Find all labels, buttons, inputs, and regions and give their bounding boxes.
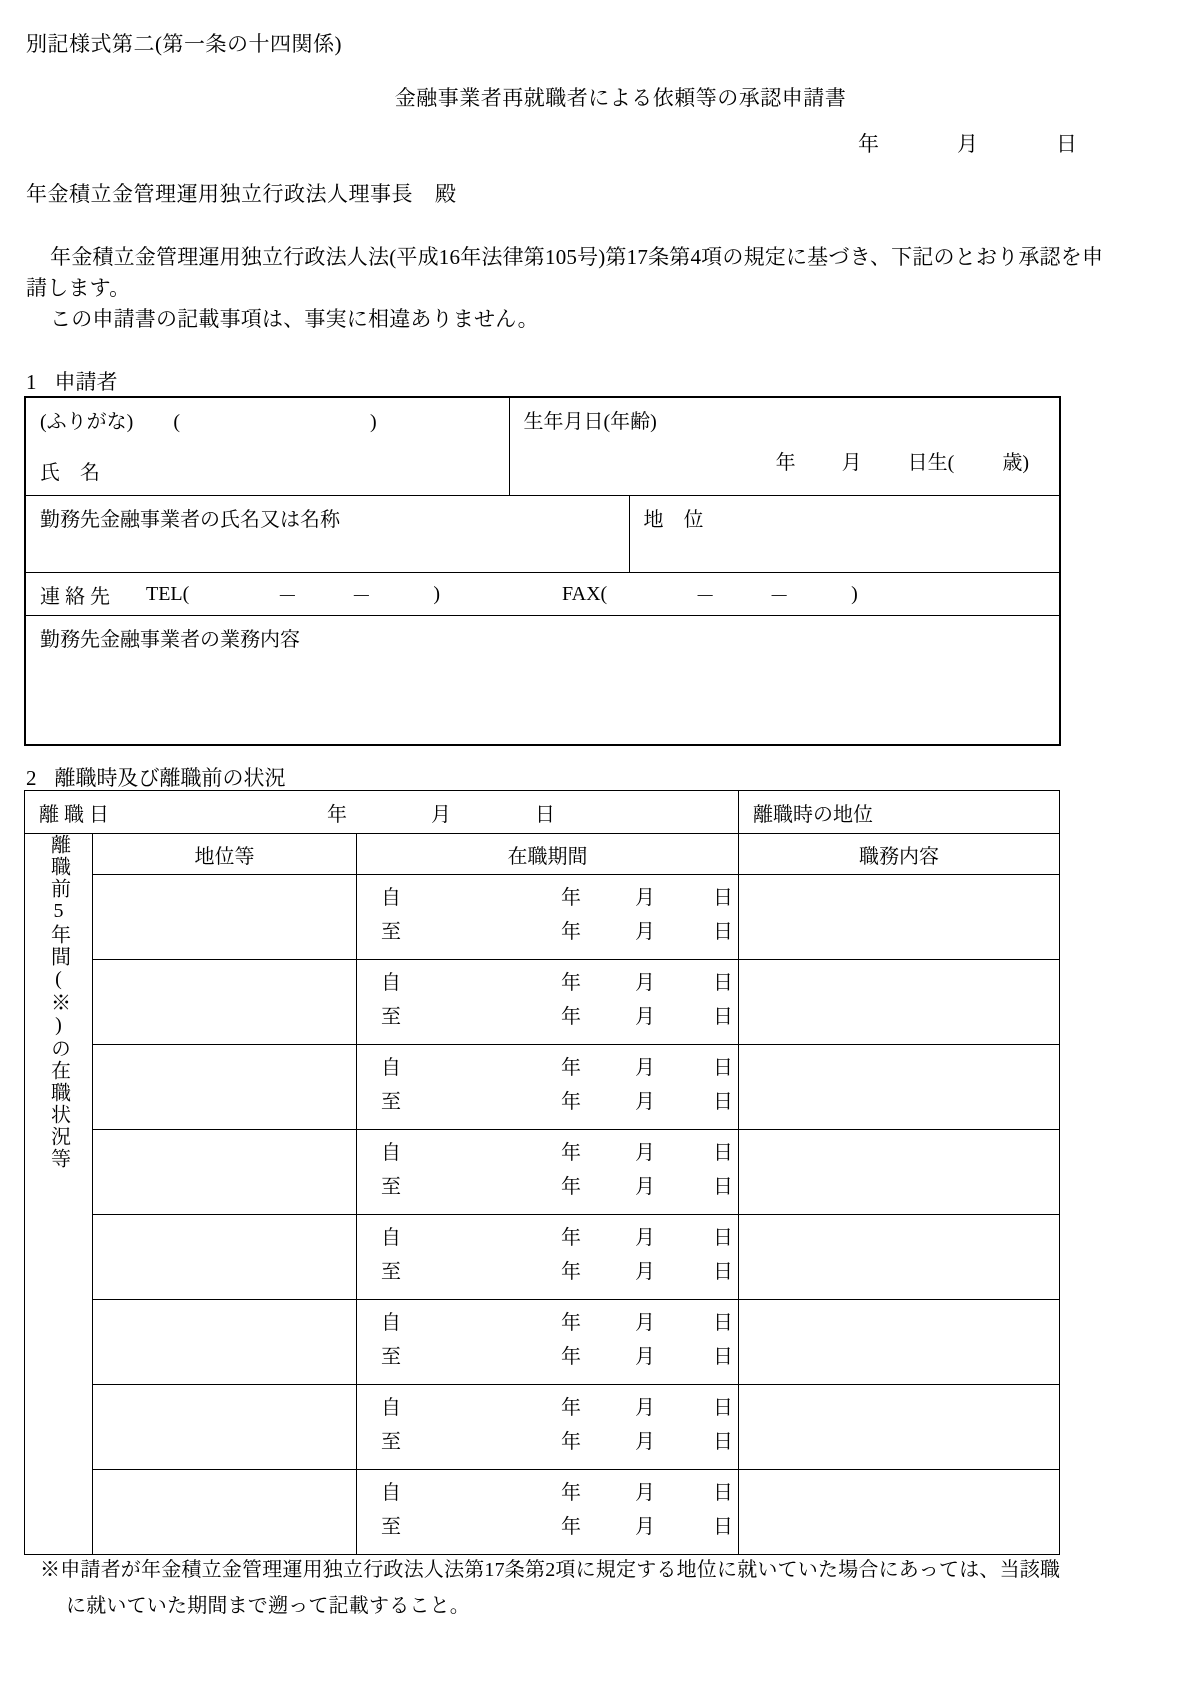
table-row bbox=[25, 573, 1060, 616]
name-label: 氏 名 bbox=[40, 462, 100, 484]
employer-name-cell[interactable] bbox=[25, 496, 629, 573]
section-1-number: 1 bbox=[26, 370, 37, 394]
row-duties-cell[interactable] bbox=[739, 1215, 1060, 1300]
to-month-label: 月 bbox=[635, 1091, 655, 1113]
footnote-line-1: ※申請者が年金積立金管理運用独立行政法人法第17条第2項に規定する地位に就いていた場合にあっては、当該職 bbox=[40, 1559, 1061, 1581]
to-month-label: 月 bbox=[635, 1516, 655, 1538]
from-month-label: 月 bbox=[635, 1482, 655, 1504]
leave-position-label: 離職時の地位 bbox=[753, 804, 873, 826]
vertical-label-text: 離職前5年間(※)の在職状況等 bbox=[47, 834, 70, 1170]
to-day-label: 日 bbox=[713, 1176, 733, 1198]
row-period-cell[interactable] bbox=[357, 1045, 739, 1130]
from-day-label: 日 bbox=[713, 1142, 733, 1164]
row-position-value bbox=[93, 960, 356, 973]
section-2-number: 2 bbox=[26, 766, 37, 790]
dob-age-label: 歳 bbox=[1002, 452, 1023, 474]
leave-date-cell[interactable] bbox=[25, 791, 739, 834]
employer-name-label: 勤務先金融事業者の氏名又は名称 bbox=[40, 509, 340, 531]
from-month-label: 月 bbox=[635, 1397, 655, 1419]
row-duties-value bbox=[739, 1045, 1059, 1058]
from-day-label: 日 bbox=[713, 1057, 733, 1079]
business-content-label: 勤務先金融事業者の業務内容 bbox=[40, 629, 300, 651]
leave-position-label-wrap bbox=[739, 791, 1059, 833]
table-header-row bbox=[25, 834, 1060, 875]
fax-close-paren: ) bbox=[851, 583, 858, 605]
contact-cell[interactable] bbox=[25, 573, 1060, 616]
from-year-label: 年 bbox=[561, 1057, 581, 1079]
addressee-name: 年金積立金管理運用独立行政法人理事長 bbox=[26, 182, 413, 206]
row-duties-cell[interactable] bbox=[739, 960, 1060, 1045]
from-day-label: 日 bbox=[713, 1312, 733, 1334]
row-period-cell[interactable] bbox=[357, 1300, 739, 1385]
form-number: 別記様式第二(第一条の十四関係) bbox=[26, 32, 342, 56]
leave-position-cell[interactable] bbox=[739, 791, 1060, 834]
from-day-label: 日 bbox=[713, 972, 733, 994]
from-day-label: 日 bbox=[713, 1397, 733, 1419]
from-month-label: 月 bbox=[635, 1312, 655, 1334]
column-header-position: 地位等 bbox=[93, 834, 357, 875]
to-label: 至 bbox=[381, 1516, 401, 1538]
furigana-line bbox=[26, 398, 509, 440]
contact-label: 連 絡 先 bbox=[40, 586, 110, 608]
dob-value-line bbox=[510, 440, 1060, 481]
from-year-label: 年 bbox=[561, 1227, 581, 1249]
row-position-value bbox=[93, 1385, 356, 1398]
table-row bbox=[25, 496, 1060, 573]
from-month-label: 月 bbox=[635, 1227, 655, 1249]
row-duties-value bbox=[739, 1130, 1059, 1143]
body-text bbox=[26, 242, 1146, 335]
to-month-label: 月 bbox=[635, 1431, 655, 1453]
to-label: 至 bbox=[381, 1431, 401, 1453]
to-year-label: 年 bbox=[561, 1431, 581, 1453]
from-month-label: 月 bbox=[635, 1057, 655, 1079]
table-row bbox=[25, 616, 1060, 746]
to-label: 至 bbox=[381, 1346, 401, 1368]
to-label: 至 bbox=[381, 1091, 401, 1113]
fax-label: FAX( bbox=[561, 583, 608, 605]
applicant-name-cell[interactable] bbox=[25, 397, 509, 496]
to-day-label: 日 bbox=[713, 1006, 733, 1028]
leave-year-label: 年 bbox=[327, 804, 347, 826]
row-period-cell[interactable] bbox=[357, 1470, 739, 1555]
period-to-line bbox=[357, 917, 738, 959]
to-day-label: 日 bbox=[713, 1346, 733, 1368]
body-paragraph-1-line-2: 請します。 bbox=[26, 276, 131, 300]
position-cell[interactable] bbox=[629, 496, 1060, 573]
table-row bbox=[25, 960, 1060, 1045]
row-duties-cell[interactable] bbox=[739, 1300, 1060, 1385]
period-from-line bbox=[357, 1385, 738, 1427]
from-label: 自 bbox=[381, 1397, 401, 1419]
period-from-line bbox=[357, 1300, 738, 1342]
date-day-label: 日 bbox=[1056, 132, 1077, 156]
period-to-line bbox=[357, 1172, 738, 1214]
dob-label: 生年月日(年齢) bbox=[523, 411, 657, 433]
position-label: 地 位 bbox=[643, 509, 704, 531]
dob-year-label: 年 bbox=[775, 452, 796, 474]
leave-date-label: 離 職 日 bbox=[39, 804, 109, 826]
to-year-label: 年 bbox=[561, 1261, 581, 1283]
row-position-value bbox=[93, 875, 356, 888]
to-year-label: 年 bbox=[561, 1176, 581, 1198]
employment-history-table bbox=[24, 790, 1060, 1555]
section-1-label: 申請者 bbox=[54, 370, 118, 394]
from-label: 自 bbox=[381, 1312, 401, 1334]
period-from-line bbox=[357, 1045, 738, 1087]
table-row bbox=[25, 1130, 1060, 1215]
from-label: 自 bbox=[381, 1482, 401, 1504]
to-label: 至 bbox=[381, 921, 401, 943]
column-header-period: 在職期間 bbox=[357, 834, 739, 875]
leave-date-line bbox=[25, 791, 738, 833]
to-month-label: 月 bbox=[635, 1261, 655, 1283]
row-period-cell[interactable] bbox=[357, 960, 739, 1045]
period-to-line bbox=[357, 1512, 738, 1554]
footnote-line-2: に就いていた期間まで遡って記載すること。 bbox=[66, 1595, 470, 1617]
row-duties-value bbox=[739, 1385, 1059, 1398]
from-label: 自 bbox=[381, 1057, 401, 1079]
table-row bbox=[25, 791, 1060, 834]
dob-month-label: 月 bbox=[841, 452, 862, 474]
to-month-label: 月 bbox=[635, 1176, 655, 1198]
row-duties-value bbox=[739, 1215, 1059, 1228]
tel-dash-1: － bbox=[277, 586, 298, 608]
from-year-label: 年 bbox=[561, 887, 581, 909]
page-title: 金融事業者再就職者による依頼等の承認申請書 bbox=[394, 86, 847, 110]
to-day-label: 日 bbox=[713, 1516, 733, 1538]
row-position-value bbox=[93, 1130, 356, 1143]
vertical-label-cell bbox=[25, 834, 93, 1555]
table-row bbox=[25, 1470, 1060, 1555]
vertical-label-wrap bbox=[25, 834, 92, 1170]
to-year-label: 年 bbox=[561, 921, 581, 943]
row-duties-cell[interactable] bbox=[739, 1045, 1060, 1130]
from-month-label: 月 bbox=[635, 887, 655, 909]
section-2-label: 離職時及び離職前の状況 bbox=[54, 766, 286, 790]
to-year-label: 年 bbox=[561, 1006, 581, 1028]
from-year-label: 年 bbox=[561, 1397, 581, 1419]
leave-month-label: 月 bbox=[431, 804, 451, 826]
row-position-cell[interactable] bbox=[93, 1470, 357, 1555]
row-position-cell[interactable] bbox=[93, 960, 357, 1045]
applicant-table bbox=[24, 396, 1061, 746]
leave-day-label: 日 bbox=[535, 804, 555, 826]
from-day-label: 日 bbox=[713, 1227, 733, 1249]
to-day-label: 日 bbox=[713, 1431, 733, 1453]
furigana-close-paren: ) bbox=[370, 411, 377, 433]
row-position-cell[interactable] bbox=[93, 1300, 357, 1385]
row-duties-cell[interactable] bbox=[739, 1130, 1060, 1215]
table-row bbox=[25, 1300, 1060, 1385]
date-month-label: 月 bbox=[957, 132, 978, 156]
date-line bbox=[858, 128, 1077, 158]
body-paragraph-2: この申請書の記載事項は、事実に相違ありません。 bbox=[50, 307, 539, 331]
business-content-cell[interactable] bbox=[25, 616, 1060, 746]
business-content-label-wrap bbox=[26, 616, 1059, 658]
row-duties-value bbox=[739, 1300, 1059, 1313]
to-month-label: 月 bbox=[635, 1346, 655, 1368]
row-duties-value bbox=[739, 1470, 1059, 1483]
row-position-cell[interactable] bbox=[93, 1045, 357, 1130]
row-position-value bbox=[93, 1300, 356, 1313]
row-period-cell[interactable] bbox=[357, 1385, 739, 1470]
row-duties-value bbox=[739, 875, 1059, 888]
to-day-label: 日 bbox=[713, 921, 733, 943]
from-day-label: 日 bbox=[713, 1482, 733, 1504]
period-from-line bbox=[357, 960, 738, 1002]
addressee bbox=[26, 178, 457, 208]
tel-label: TEL( bbox=[146, 583, 190, 605]
dob-label-line bbox=[510, 398, 1060, 440]
section-1-heading bbox=[26, 366, 118, 396]
to-label: 至 bbox=[381, 1261, 401, 1283]
row-position-cell[interactable] bbox=[93, 1130, 357, 1215]
tel-close-paren: ) bbox=[433, 583, 440, 605]
from-label: 自 bbox=[381, 1142, 401, 1164]
from-label: 自 bbox=[381, 887, 401, 909]
row-duties-cell[interactable] bbox=[739, 1385, 1060, 1470]
fax-dash-2: － bbox=[769, 586, 790, 608]
row-period-cell[interactable] bbox=[357, 875, 739, 960]
row-position-cell[interactable] bbox=[93, 875, 357, 960]
addressee-honorific: 殿 bbox=[435, 182, 457, 206]
period-from-line bbox=[357, 1130, 738, 1172]
row-duties-cell[interactable] bbox=[739, 875, 1060, 960]
body-paragraph-1-line-1: 年金積立金管理運用独立行政法人法(平成16年法律第105号)第17条第4項の規定に基づき、下記のとおり承認を申 bbox=[50, 245, 1104, 269]
row-position-cell[interactable] bbox=[93, 1385, 357, 1470]
period-to-line bbox=[357, 1427, 738, 1469]
period-from-line bbox=[357, 1470, 738, 1512]
to-month-label: 月 bbox=[635, 1006, 655, 1028]
table-row bbox=[25, 397, 1060, 496]
column-header-duties: 職務内容 bbox=[739, 834, 1060, 875]
period-to-line bbox=[357, 1342, 738, 1384]
from-year-label: 年 bbox=[561, 1142, 581, 1164]
from-year-label: 年 bbox=[561, 1482, 581, 1504]
row-period-cell[interactable] bbox=[357, 1215, 739, 1300]
period-to-line bbox=[357, 1087, 738, 1129]
furigana-label: (ふりがな) bbox=[40, 411, 134, 433]
dob-day-label: 日生( bbox=[907, 452, 955, 474]
table-row bbox=[25, 1045, 1060, 1130]
to-label: 至 bbox=[381, 1006, 401, 1028]
fax-dash-1: － bbox=[695, 586, 716, 608]
period-to-line bbox=[357, 1257, 738, 1299]
from-year-label: 年 bbox=[561, 1312, 581, 1334]
from-day-label: 日 bbox=[713, 887, 733, 909]
position-label-wrap bbox=[630, 496, 1060, 538]
furigana-open-paren: ( bbox=[173, 411, 180, 433]
table-row bbox=[25, 875, 1060, 960]
name-line bbox=[26, 440, 509, 495]
row-position-value bbox=[93, 1215, 356, 1228]
from-month-label: 月 bbox=[635, 972, 655, 994]
row-position-value bbox=[93, 1470, 356, 1483]
period-from-line bbox=[357, 875, 738, 917]
table-row bbox=[25, 1385, 1060, 1470]
from-label: 自 bbox=[381, 1227, 401, 1249]
to-year-label: 年 bbox=[561, 1516, 581, 1538]
employer-name-label-wrap bbox=[26, 496, 629, 538]
dob-cell[interactable] bbox=[509, 397, 1060, 496]
to-year-label: 年 bbox=[561, 1091, 581, 1113]
to-year-label: 年 bbox=[561, 1346, 581, 1368]
date-year-label: 年 bbox=[858, 132, 879, 156]
contact-line bbox=[26, 573, 1059, 615]
to-day-label: 日 bbox=[713, 1261, 733, 1283]
to-day-label: 日 bbox=[713, 1091, 733, 1113]
from-year-label: 年 bbox=[561, 972, 581, 994]
to-label: 至 bbox=[381, 1176, 401, 1198]
row-position-value bbox=[93, 1045, 356, 1058]
dob-age-close: ) bbox=[1022, 452, 1029, 474]
table-row bbox=[25, 1215, 1060, 1300]
from-month-label: 月 bbox=[635, 1142, 655, 1164]
period-from-line bbox=[357, 1215, 738, 1257]
tel-dash-2: － bbox=[351, 586, 372, 608]
row-position-cell[interactable] bbox=[93, 1215, 357, 1300]
section-2-heading bbox=[26, 762, 286, 792]
row-duties-cell[interactable] bbox=[739, 1470, 1060, 1555]
footnote bbox=[40, 1552, 1160, 1624]
row-period-cell[interactable] bbox=[357, 1130, 739, 1215]
row-duties-value bbox=[739, 960, 1059, 973]
from-label: 自 bbox=[381, 972, 401, 994]
period-to-line bbox=[357, 1002, 738, 1044]
to-month-label: 月 bbox=[635, 921, 655, 943]
